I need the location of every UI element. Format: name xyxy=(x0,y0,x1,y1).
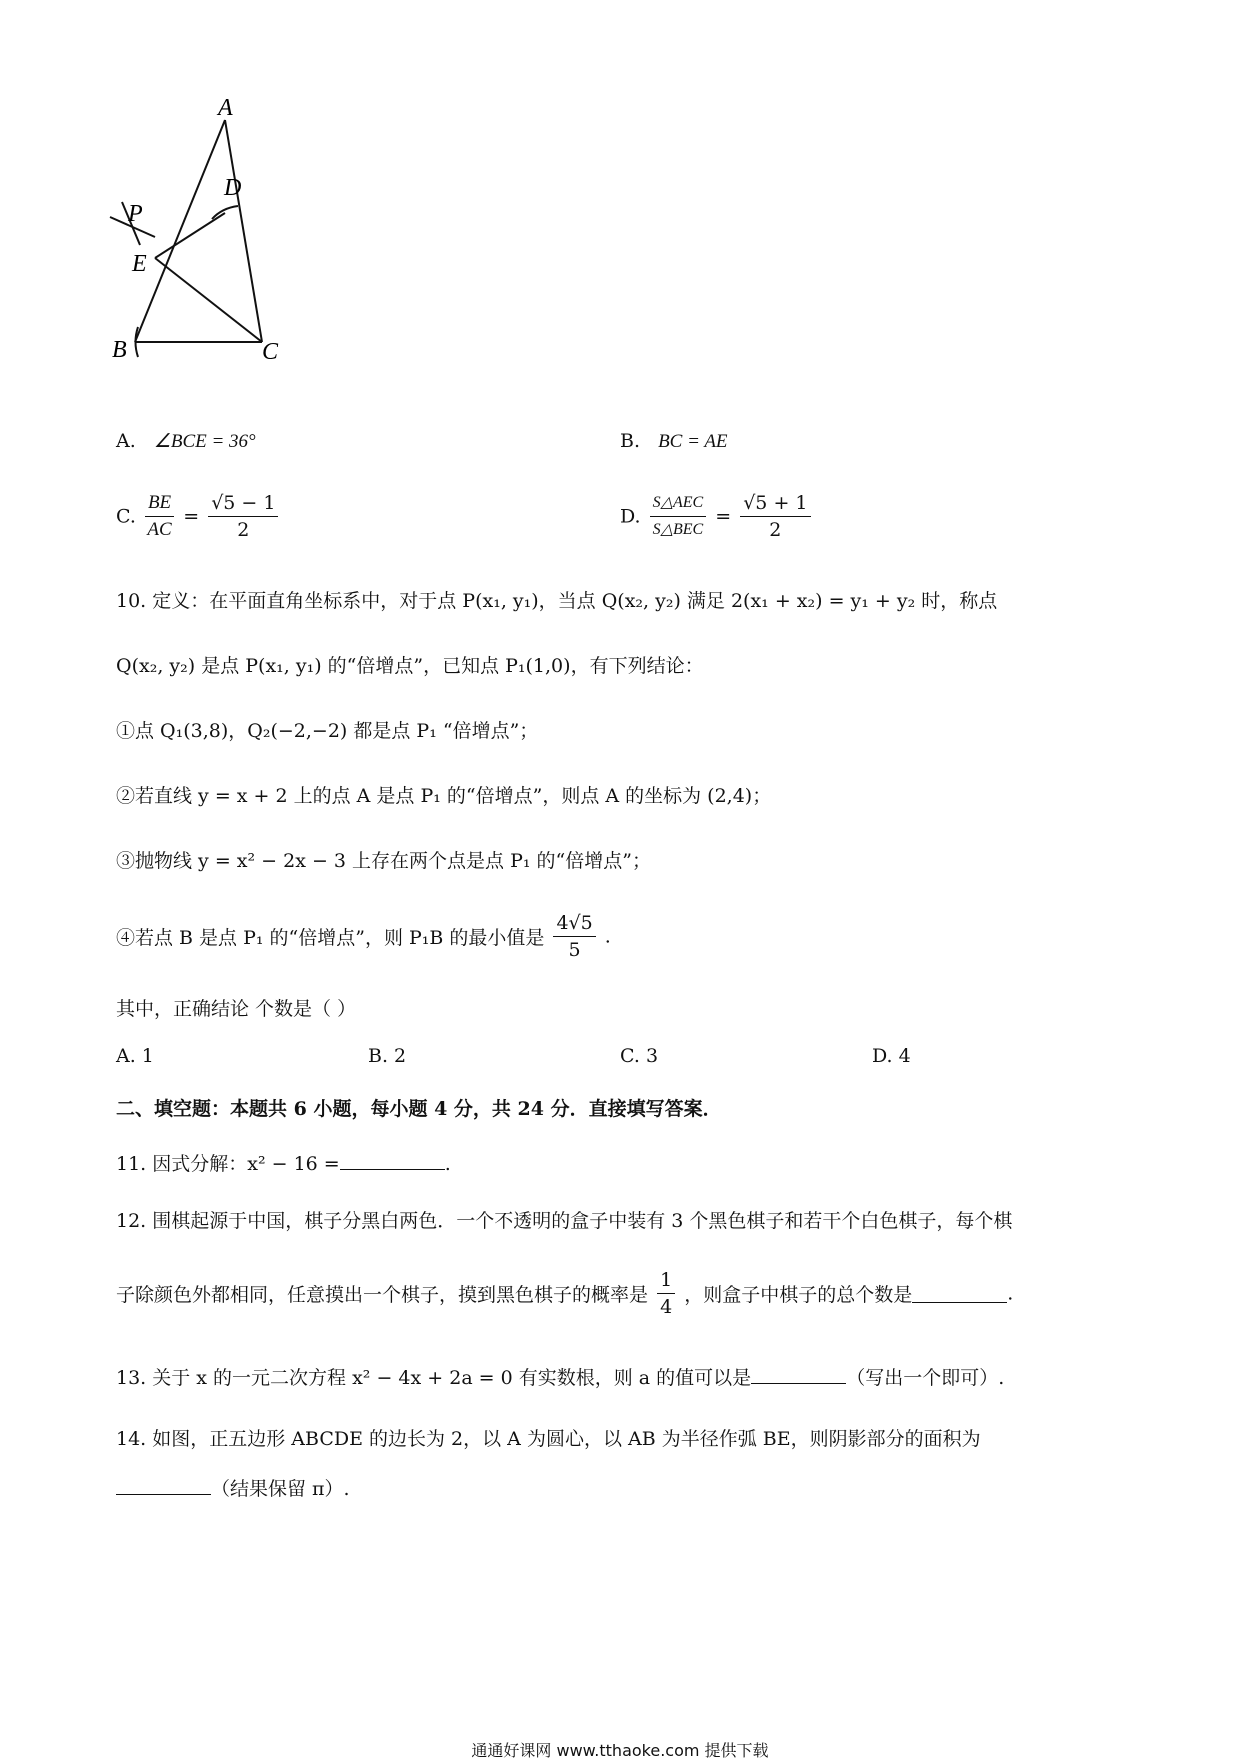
q9-option-b xyxy=(620,430,728,453)
q12-line-1: 12. 围棋起源于中国，棋子分黑白两色．一个不透明的盒子中装有 3 个黑色棋子和若干个白色棋子，每个棋 xyxy=(116,1210,1013,1232)
label-E: E xyxy=(132,251,147,277)
q11-text: 11. 因式分解：x² − 16 = xyxy=(116,1153,340,1175)
q9-d-eq: = xyxy=(715,505,732,528)
q10-s4-fraction xyxy=(553,910,595,963)
label-A: A xyxy=(218,95,233,121)
q10-option-a: A. 1 xyxy=(116,1045,154,1067)
q9-d-left-num: S△AEC xyxy=(650,490,707,517)
q10-option-d: D. 4 xyxy=(872,1045,911,1067)
q9-option-c-right-fraction xyxy=(208,490,278,543)
section-heading: 二、填空题：本题共 6 小题，每小题 4 分，共 24 分．直接填写答案． xyxy=(116,1098,722,1120)
q10-line-1: 10. 定义：在平面直角坐标系中，对于点 P(x₁, y₁)，当点 Q(x₂, y₂) 满足 2(x₁ + x₂) = y₁ + y₂ 时，称点 xyxy=(116,590,998,612)
q10-statement-2: ②若直线 y = x + 2 上的点 A 是点 P₁ 的“倍增点”，则点 A 的坐标为 (2,4)； xyxy=(116,785,772,807)
q9-option-a xyxy=(116,430,256,453)
q10-statement-3: ③抛物线 y = x² − 2x − 3 上存在两个点是点 P₁ 的“倍增点”； xyxy=(116,850,651,872)
q9-option-c xyxy=(116,490,281,543)
triangle-figure xyxy=(100,95,330,415)
q9-d-left-den: S△BEC xyxy=(652,521,704,538)
q12-period: . xyxy=(1007,1282,1014,1305)
q14-text: （结果保留 π）. xyxy=(211,1478,350,1500)
q9-c-right-num: √5 − 1 xyxy=(208,490,278,517)
q9-option-a-label: A. xyxy=(116,430,136,452)
label-P: P xyxy=(128,201,143,227)
q9-option-a-text: ∠BCE = 36° xyxy=(153,431,256,452)
q9-option-c-label: C. xyxy=(116,505,136,528)
q9-c-left-num: BE xyxy=(145,490,174,517)
q13-answer-blank[interactable] xyxy=(751,1365,846,1384)
q10-s4-num: 4√5 xyxy=(553,910,595,937)
q9-c-eq: = xyxy=(183,505,200,528)
q10-s4-text: ④若点 B 是点 P₁ 的“倍增点”，则 P₁B 的最小值是 xyxy=(116,927,545,949)
q14-line-1: 14. 如图，正五边形 ABCDE 的边长为 2，以 A 为圆心，以 AB 为半径作弧 BE，则阴影部分的面积为 xyxy=(116,1428,981,1450)
q14-answer-blank[interactable] xyxy=(116,1476,211,1495)
q12-text-b: ，则盒子中棋子的总个数是 xyxy=(684,1284,913,1306)
q9-option-b-label: B. xyxy=(620,430,641,452)
label-C: C xyxy=(262,339,279,365)
q13-text: 13. 关于 x 的一元二次方程 x² − 4x + 2a = 0 有实数根，则 a 的值可以是 xyxy=(116,1367,752,1389)
q9-c-left-den: AC xyxy=(147,519,172,540)
q12-num: 1 xyxy=(657,1267,675,1294)
q9-c-right-den: 2 xyxy=(237,519,250,541)
q12-answer-blank[interactable] xyxy=(912,1284,1007,1303)
q10-statement-1: ①点 Q₁(3,8)，Q₂(−2,−2) 都是点 P₁ “倍增点”； xyxy=(116,720,539,742)
q10-s4-den: 5 xyxy=(568,939,581,961)
q9-option-d-left-fraction xyxy=(650,490,707,543)
label-D: D xyxy=(224,175,242,201)
q9-option-d-label: D. xyxy=(620,505,641,528)
q9-d-right-num: √5 + 1 xyxy=(740,490,810,517)
q12-line-2 xyxy=(116,1267,1013,1320)
q9-option-b-text: BC = AE xyxy=(658,431,728,452)
label-B: B xyxy=(112,337,127,363)
q9-d-right-den: 2 xyxy=(769,519,782,541)
q9-option-c-left-fraction xyxy=(145,490,174,543)
q10-option-c: C. 3 xyxy=(620,1045,659,1067)
q13-text-end: （写出一个即可）. xyxy=(846,1367,1005,1389)
q10-s4-period: . xyxy=(604,925,611,948)
q14-line-2 xyxy=(116,1475,350,1503)
q11 xyxy=(116,1150,451,1178)
q12-fraction xyxy=(657,1267,675,1320)
page-footer: 通通好课网 www.tthaoke.com 提供下载 xyxy=(471,1741,769,1760)
q10-question: 其中，正确结论 个数是（ ） xyxy=(116,998,357,1020)
q9-option-d xyxy=(620,490,814,543)
q13 xyxy=(116,1364,1004,1392)
q10-line-2: Q(x₂, y₂) 是点 P(x₁, y₁) 的“倍增点”，已知点 P₁(1,0)，有下列结论： xyxy=(116,655,704,677)
q10-option-b: B. 2 xyxy=(368,1045,407,1067)
q9-option-d-right-fraction xyxy=(740,490,810,543)
q10-statement-4 xyxy=(116,910,611,963)
q12-text-a: 子除颜色外都相同，任意摸出一个棋子，摸到黑色棋子的概率是 xyxy=(116,1284,649,1306)
q11-period: . xyxy=(444,1153,451,1175)
q12-den: 4 xyxy=(660,1296,673,1318)
q11-answer-blank[interactable] xyxy=(340,1151,445,1170)
